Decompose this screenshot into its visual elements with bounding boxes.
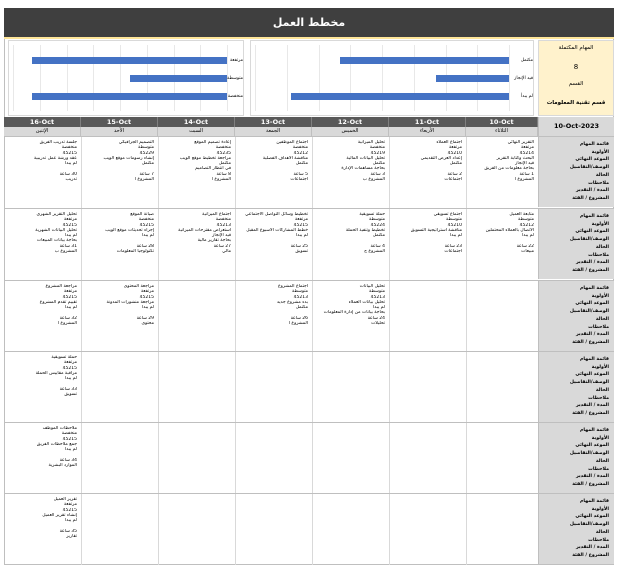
task-field: تقرير العميل	[53, 497, 77, 502]
day-header-date[interactable]: 16-Oct	[4, 117, 81, 127]
task-field: 5 ساعة	[293, 171, 308, 177]
priority-chart-gridline	[120, 45, 121, 111]
task-field: تخطيط وسائل التواصل الاجتماعي	[245, 212, 308, 217]
priority-chart-gridline	[40, 45, 41, 111]
task-field: 45235	[216, 150, 231, 156]
field-label: ملاحظات	[588, 537, 609, 543]
status-bar-chart[interactable]	[250, 40, 534, 116]
day-header-name: الثلاثاء	[466, 127, 538, 136]
task-field: صيانة الموقع	[130, 212, 154, 217]
task-field: 45224	[370, 222, 385, 228]
task-field: إجراء تحديثات موقع الويب	[105, 227, 154, 233]
task-field: الموارد البشرية	[48, 463, 77, 469]
title-separator	[4, 37, 614, 39]
page-title	[4, 8, 614, 37]
task-field: 4 ساعة	[370, 243, 385, 249]
task-cell[interactable]	[165, 140, 231, 182]
row-divider	[4, 208, 614, 209]
task-field: 26 ساعة	[290, 315, 308, 321]
task-field: تحليل البيانات الشهرية	[35, 227, 77, 233]
task-field: محتوى	[141, 321, 154, 327]
field-label: الموعد النهائي	[575, 514, 609, 520]
task-cell[interactable]	[242, 284, 308, 326]
status-chart-gridline	[509, 45, 510, 111]
current-date-cell[interactable]: 10-Oct-2023	[538, 117, 614, 136]
page-title-text: مخطط العمل	[272, 16, 346, 29]
task-field: تحليل البيانات	[359, 284, 385, 289]
task-field: 45212	[519, 222, 534, 228]
status-chart-gridline	[319, 45, 320, 111]
field-label: المدة / التقدير	[576, 474, 609, 480]
task-field: 33 ساعة	[59, 386, 77, 392]
task-field: تحليل الميزانية	[357, 140, 385, 145]
task-field: منخفضة	[215, 217, 231, 223]
task-field: اجتماعات	[444, 249, 462, 255]
field-label: الحالة	[595, 387, 609, 393]
task-cell[interactable]	[319, 212, 385, 254]
task-field: بدء مشروع جديد	[276, 299, 308, 305]
day-header-date[interactable]: 15-Oct	[81, 117, 158, 127]
task-cell[interactable]	[165, 212, 231, 254]
field-label: المشروع / الفئة	[572, 552, 609, 558]
field-label: المدة / التقدير	[576, 260, 609, 266]
task-field: اجتماع الموظفين	[276, 140, 308, 145]
field-label: الوصف/التفاصيل	[569, 309, 609, 315]
task-field: اجتماع العملاء	[436, 140, 462, 145]
field-label: الأولوية	[591, 364, 609, 370]
field-label: قائمة المهام	[579, 428, 609, 433]
priority-chart-bar[interactable]	[32, 93, 227, 100]
task-field: المشروع أ	[57, 321, 77, 327]
task-field: الاتصال بالعملاء المحتملين	[485, 227, 534, 233]
task-field: 45212	[293, 150, 308, 156]
task-field: المشروع أ	[211, 177, 231, 183]
task-field: متابعة العميل	[509, 212, 534, 217]
task-field: متوسطة	[369, 217, 385, 223]
task-field: اجتماع الميزانية	[202, 212, 231, 217]
day-header-name: الأحد	[81, 127, 158, 136]
task-field: منخفضة	[215, 145, 231, 151]
task-field: إنشاء تقرير العميل	[42, 512, 77, 518]
field-label: المشروع / الفئة	[572, 267, 609, 273]
task-field: المشروع ب	[362, 177, 385, 183]
task-field: 29 ساعة	[136, 315, 154, 321]
task-field: استعراض مقترحات الميزانية	[178, 227, 231, 233]
task-field: جمع ملاحظات الفريق	[36, 441, 77, 447]
task-field: تحليل التقرير الشهري	[36, 212, 77, 217]
task-cell[interactable]	[468, 140, 534, 182]
task-field: متوسطة	[369, 289, 385, 295]
task-field: قيد الإنجاز	[212, 233, 231, 239]
task-field: 32 ساعة	[59, 315, 77, 321]
status-chart-category-label: مكتمل	[520, 58, 533, 63]
status-chart-bar[interactable]	[291, 93, 509, 100]
task-field: لم يبدأ	[449, 233, 462, 239]
status-chart-gridline	[255, 45, 256, 111]
status-chart-category-label: قيد الإنجاز	[514, 76, 533, 81]
day-header-date[interactable]: 10-Oct	[466, 117, 538, 127]
task-field: 1 ساعة	[519, 171, 534, 177]
task-field: 45215	[62, 507, 77, 513]
field-label: الموعد النهائي	[575, 229, 609, 235]
field-label: المدة / التقدير	[576, 188, 609, 194]
task-field: المشروع ج	[364, 249, 385, 255]
field-label: الموعد النهائي	[575, 157, 609, 163]
field-label: المدة / التقدير	[576, 332, 609, 338]
field-label-column	[538, 423, 614, 493]
task-cell[interactable]	[319, 284, 385, 326]
priority-chart-bar[interactable]	[32, 57, 227, 64]
priority-chart-gridline	[67, 45, 68, 111]
task-field: إنشاء رسومات موقع الويب	[103, 155, 154, 161]
task-field: لم يبدأ	[295, 233, 308, 239]
task-field: مناقشة استراتيجية التسويق	[410, 227, 462, 233]
task-field: مراجعة تخطيط موقع الويب	[179, 155, 231, 161]
field-label-column	[538, 494, 614, 564]
task-cell[interactable]	[88, 140, 154, 182]
task-field: تحليل البيانات المالية	[346, 155, 385, 161]
day-header-date[interactable]: 13-Oct	[235, 117, 312, 127]
field-label-column	[538, 137, 614, 207]
task-field: 23 ساعة	[444, 243, 462, 249]
field-label: الوصف/التفاصيل	[569, 380, 609, 386]
priority-chart-bar[interactable]	[130, 75, 227, 82]
task-field: متوسطة	[446, 217, 462, 223]
task-field: 22 ساعة	[516, 243, 534, 249]
task-field: 45210	[447, 222, 462, 228]
task-field: مراقبة مقاييس الحملة	[35, 370, 77, 376]
task-field: لم يبدأ	[64, 518, 77, 524]
task-field: جلسة تدريب الفريق	[39, 140, 77, 145]
day-header-name: السبت	[158, 127, 235, 136]
task-field: 8 ساعة	[216, 171, 231, 177]
task-field: 45215	[62, 436, 77, 442]
field-label: المشروع / الفئة	[572, 481, 609, 487]
task-cell[interactable]	[11, 140, 77, 182]
task-field: إعداد العرض التقديمي	[420, 155, 462, 161]
task-field: اجتماعات	[290, 177, 308, 183]
task-cell[interactable]	[11, 497, 77, 539]
task-field: مرتفعة	[63, 217, 77, 223]
task-field: في انتظار التصاميم	[195, 166, 231, 172]
task-field: 30 ساعة	[59, 171, 77, 177]
task-field: لم يبدأ	[64, 305, 77, 311]
task-field: بحاجة مساهمات الإدارة	[341, 166, 385, 172]
field-label-column	[538, 209, 614, 279]
row-divider	[4, 493, 614, 494]
field-label: الأولوية	[591, 435, 609, 441]
task-field: 7 ساعة	[139, 171, 154, 177]
row-divider	[4, 280, 614, 281]
task-field: مراجعة منشورات المدونة	[106, 299, 154, 305]
task-field: 27 ساعة	[213, 243, 231, 249]
task-field: مراجعة المحتوى	[123, 284, 154, 289]
field-label: قائمة المهام	[579, 286, 609, 291]
field-label: الحالة	[595, 172, 609, 178]
task-field: لم يبدأ	[372, 305, 385, 311]
task-field: لم يبدأ	[64, 233, 77, 239]
task-field: 31 ساعة	[59, 243, 77, 249]
field-label: قائمة المهام	[579, 214, 609, 219]
task-field: مكتمل	[449, 161, 462, 167]
task-field: مكتمل	[218, 161, 231, 167]
field-label: الموعد النهائي	[575, 372, 609, 378]
task-field: اجتماع المشروع	[277, 284, 308, 289]
task-field: 45215	[62, 222, 77, 228]
field-label: الوصف/التفاصيل	[569, 165, 609, 171]
field-label: المشروع / الفئة	[572, 410, 609, 416]
task-field: 45215	[62, 150, 77, 156]
field-label-column	[538, 352, 614, 422]
field-label: ملاحظات	[588, 180, 609, 186]
task-field: لم يبدأ	[64, 161, 77, 167]
status-chart-bar[interactable]	[436, 75, 509, 82]
task-field: المشروع ب	[54, 249, 77, 255]
task-field: لم يبدأ	[141, 305, 154, 311]
task-cell[interactable]	[396, 140, 462, 182]
task-field: تخطيط وتنفيذ الحملة	[345, 227, 385, 233]
row-divider	[4, 351, 614, 352]
day-header-date[interactable]: 14-Oct	[158, 117, 235, 127]
priority-chart-gridline	[13, 45, 14, 111]
task-field: متوسطة	[292, 289, 308, 295]
field-label: الأولوية	[591, 149, 609, 155]
field-label-column	[538, 281, 614, 351]
task-field: تحليلات	[371, 321, 385, 327]
field-label: الوصف/التفاصيل	[569, 451, 609, 457]
field-label: الموعد النهائي	[575, 443, 609, 449]
field-label: المشروع / الفئة	[572, 195, 609, 201]
task-cell[interactable]	[88, 212, 154, 254]
field-label: قائمة المهام	[579, 142, 609, 147]
task-field: بحاجة معلومات من الفريق	[484, 166, 534, 172]
task-field: مالي	[222, 249, 231, 255]
task-field: بحاجة بيانات المبيعات	[36, 238, 77, 244]
task-field: منخفضة	[61, 431, 77, 437]
task-field: تكنولوجيا المعلومات	[116, 249, 154, 255]
field-label: المشروع / الفئة	[572, 339, 609, 345]
task-field: مكتمل	[372, 161, 385, 167]
task-field: تدريب	[65, 177, 77, 183]
day-header-name: الخميس	[312, 127, 389, 136]
task-field: تسويق	[64, 392, 77, 398]
department-label: القسم	[568, 81, 584, 87]
task-field: 28 ساعة	[136, 243, 154, 249]
task-field: لم يبدأ	[141, 233, 154, 239]
field-label: الموعد النهائي	[575, 301, 609, 307]
task-field: مراجعة المشروع	[45, 284, 77, 289]
task-field: إعادة تصميم الموقع	[194, 140, 231, 145]
task-field: التصميم الجرافيكي	[118, 140, 154, 145]
task-field: اجتماعات	[444, 177, 462, 183]
task-field: متوسطة	[138, 145, 154, 151]
day-header-name: الجمعة	[235, 127, 312, 136]
task-field: مرتفعة	[140, 289, 154, 295]
field-label: الحالة	[595, 316, 609, 322]
field-label: المدة / التقدير	[576, 545, 609, 551]
task-field: اجتماع تسويقي	[433, 212, 462, 217]
task-field: ملاحظات الموظف	[42, 426, 77, 431]
day-header-name: الأربعاء	[389, 127, 466, 136]
field-label: الحالة	[595, 529, 609, 535]
status-chart-gridline	[350, 45, 351, 111]
task-field: خطط المشاركات الأسبوع المقبل	[246, 227, 308, 233]
task-field: مكتمل	[372, 233, 385, 239]
task-field: لم يبدأ	[521, 233, 534, 239]
task-field: منخفضة	[292, 145, 308, 151]
task-field: 45213	[370, 294, 385, 300]
task-cell[interactable]	[88, 284, 154, 326]
row-divider	[4, 136, 614, 137]
task-cell[interactable]	[11, 355, 77, 397]
field-label: الوصف/التفاصيل	[569, 522, 609, 528]
field-label: الأولوية	[591, 221, 609, 227]
day-header-date[interactable]: 12-Oct	[312, 117, 389, 127]
priority-chart-category-label: منخفضة	[227, 94, 243, 99]
task-field: منخفضة	[61, 145, 77, 151]
completed-tasks-label: المهام المكتملة	[558, 45, 594, 51]
task-cell[interactable]	[319, 140, 385, 182]
task-field: 45213	[293, 294, 308, 300]
task-field: عقد ورشة عمل تدريبية	[33, 155, 77, 161]
field-label: ملاحظات	[588, 324, 609, 330]
task-field: 25 ساعة	[290, 243, 308, 249]
task-field: البحث وكتابة التقرير	[496, 155, 534, 161]
task-field: 34 ساعة	[59, 457, 77, 463]
task-field: مرتفعة	[63, 289, 77, 295]
task-field: مرتفعة	[294, 217, 308, 223]
task-field: تقييم تقدم المشروع	[39, 299, 77, 305]
task-cell[interactable]	[396, 212, 462, 254]
task-field: قيد الإنجاز	[515, 161, 534, 167]
task-field: مبيعات	[521, 249, 534, 255]
task-field: 45229	[139, 150, 154, 156]
department-value[interactable]: قسم تقنية المعلومات	[546, 100, 606, 106]
task-cell[interactable]	[468, 212, 534, 254]
task-cell[interactable]	[242, 212, 308, 254]
task-field: منخفضة	[138, 217, 154, 223]
task-field: 45215	[293, 222, 308, 228]
task-field: 24 ساعة	[367, 315, 385, 321]
task-field: المشروع أ	[514, 177, 534, 183]
priority-chart-gridline	[93, 45, 94, 111]
task-cell[interactable]	[11, 426, 77, 468]
status-chart-gridline	[414, 45, 415, 111]
field-label: ملاحظات	[588, 252, 609, 258]
task-field: 45215	[139, 222, 154, 228]
task-field: 45219	[370, 150, 385, 156]
task-field: لم يبدأ	[64, 447, 77, 453]
task-field: متوسطة	[518, 217, 534, 223]
field-label: ملاحظات	[588, 395, 609, 401]
task-field: تحليل بيانات العملاء	[348, 299, 385, 305]
task-field: التقرير النهائي	[507, 140, 534, 145]
priority-chart-category-label: مرتفعة	[229, 58, 243, 63]
task-cell[interactable]	[11, 284, 77, 326]
field-label: الأولوية	[591, 293, 609, 299]
day-header-date[interactable]: 11-Oct	[389, 117, 466, 127]
status-chart-gridline	[382, 45, 383, 111]
task-field: لم يبدأ	[64, 376, 77, 382]
field-label: الحالة	[595, 458, 609, 464]
task-field: بحاجة بيانات من إدارة المعلومات	[323, 310, 385, 316]
task-field: حملة تسويقية	[51, 355, 77, 360]
task-field: تقارير	[66, 534, 77, 540]
task-field: تسويق	[295, 249, 308, 255]
task-cell[interactable]	[242, 140, 308, 182]
priority-chart-category-label: متوسطة	[227, 76, 243, 81]
task-field: مكتمل	[295, 161, 308, 167]
task-field: 35 ساعة	[59, 528, 77, 534]
task-field: منخفضة	[369, 145, 385, 151]
task-field: مناقشة الأهداف الفصلية	[262, 155, 308, 161]
field-label: ملاحظات	[588, 466, 609, 472]
task-field: 45215	[62, 365, 77, 371]
field-label: قائمة المهام	[579, 357, 609, 362]
task-field: 45210	[447, 150, 462, 156]
task-field: مكتمل	[141, 161, 154, 167]
task-field: المشروع أ	[134, 177, 154, 183]
field-label: قائمة المهام	[579, 499, 609, 504]
task-field: 45215	[139, 294, 154, 300]
day-header-name: الإثنين	[4, 127, 81, 136]
task-field: 45215	[62, 294, 77, 300]
task-field: المشروع أ	[288, 321, 308, 327]
task-field: مرتفعة	[63, 502, 77, 508]
field-label: الوصف/التفاصيل	[569, 237, 609, 243]
summary-panel	[538, 40, 614, 116]
status-chart-category-label: لم يبدأ	[520, 94, 533, 99]
task-field: 45213	[216, 222, 231, 228]
task-field: مرتفعة	[520, 145, 534, 151]
task-field: بحاجة تقارير مالية	[197, 238, 231, 244]
field-label: الأولوية	[591, 506, 609, 512]
task-field: حملة تسويقية	[359, 212, 385, 217]
task-cell[interactable]	[11, 212, 77, 254]
field-label: الحالة	[595, 244, 609, 250]
task-field: مرتفعة	[448, 145, 462, 151]
task-field: 45214	[519, 150, 534, 156]
field-label: المدة / التقدير	[576, 403, 609, 409]
task-field: مكتمل	[295, 305, 308, 311]
status-chart-gridline	[287, 45, 288, 111]
status-chart-bar[interactable]	[340, 57, 509, 64]
task-field: مرتفعة	[63, 360, 77, 366]
task-field: 3 ساعة	[370, 171, 385, 177]
row-divider	[4, 422, 614, 423]
priority-bar-chart[interactable]	[8, 40, 244, 116]
completed-tasks-count[interactable]: 8	[573, 63, 579, 71]
task-field: 2 ساعة	[447, 171, 462, 177]
